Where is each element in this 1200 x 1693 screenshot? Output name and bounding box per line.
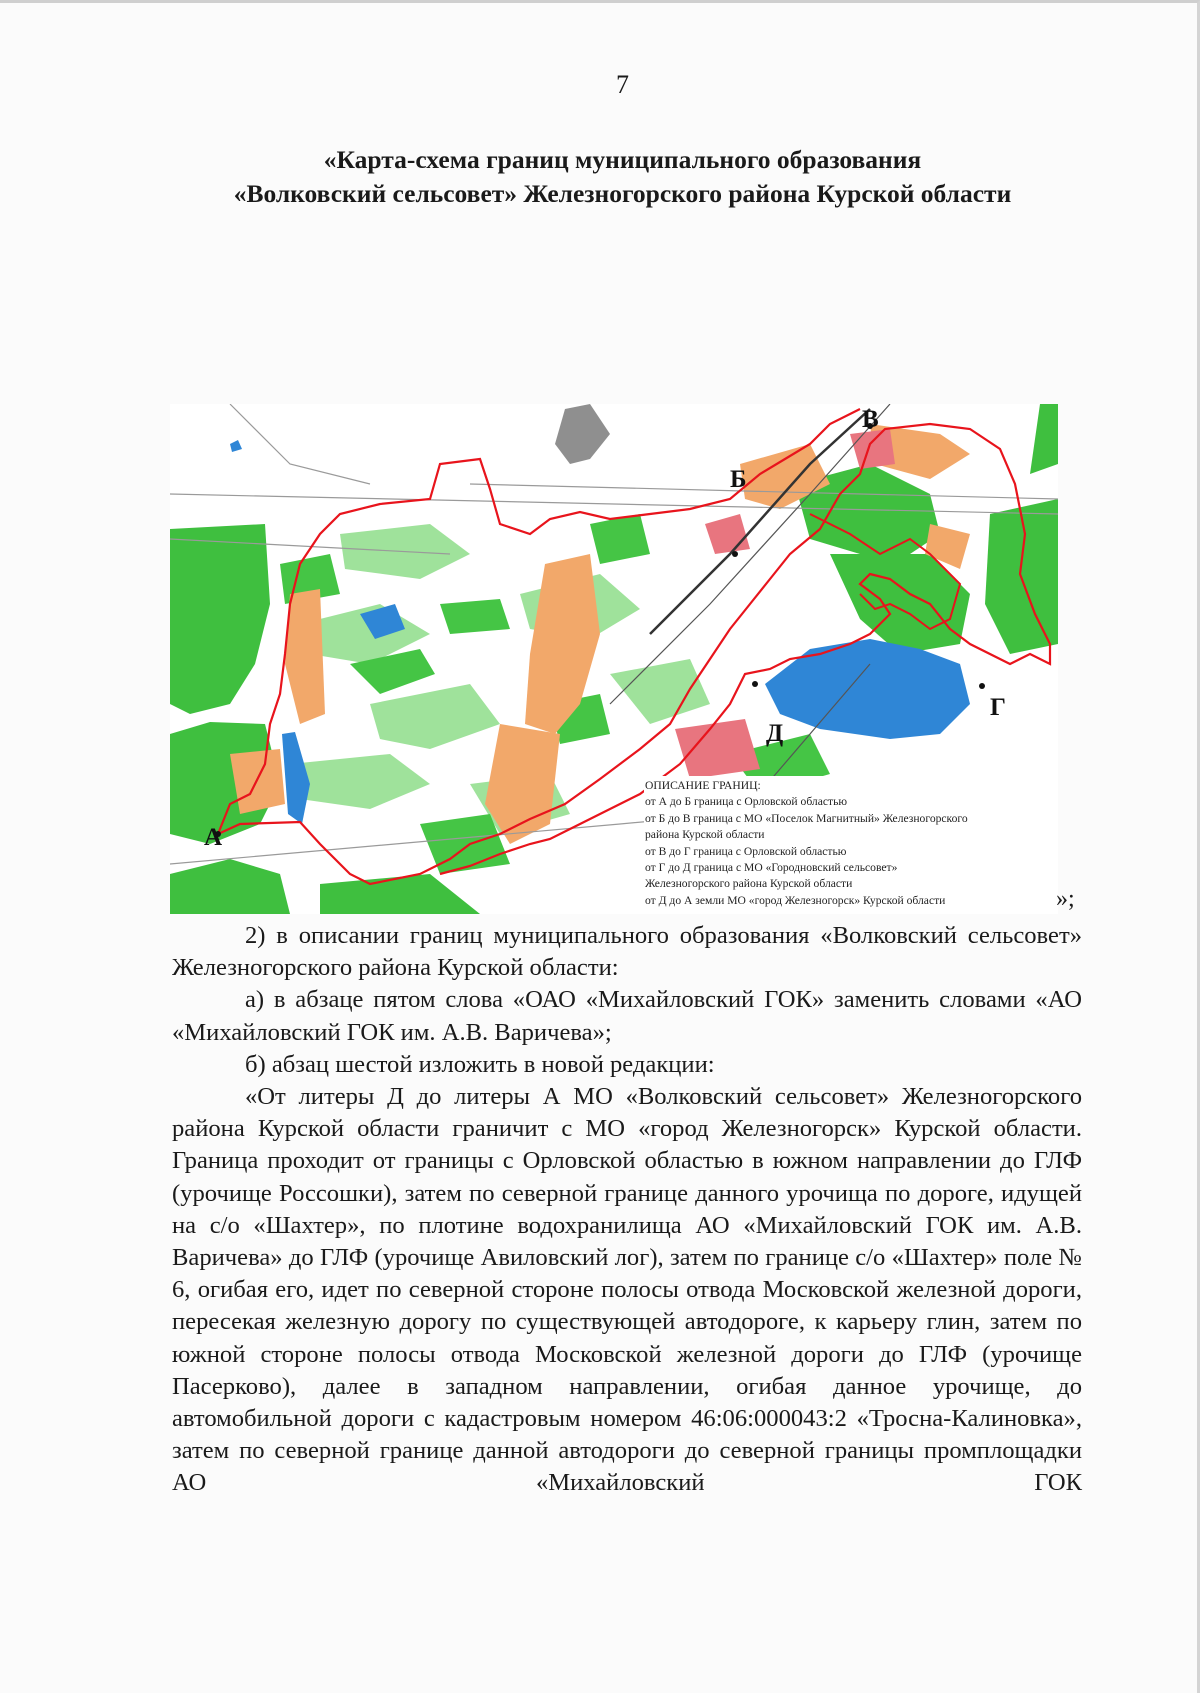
legend-line: от Д до А земли МО «город Железногорск» Курской области bbox=[645, 893, 946, 907]
legend-line: от В до Г граница с Орловской областью bbox=[645, 844, 847, 858]
legend-line: от А до Б граница с Орловской областью bbox=[645, 795, 848, 809]
title-line-1: «Карта-схема границ муниципального образования bbox=[323, 145, 922, 174]
paragraph-new-wording: «От литеры Д до литеры А МО «Волковский сельсовет» Железногорского района Курской области граничит с МО «город Железногорск» Курской области. Граница проходит от границы с Орловской областью в южном направлении до ГЛФ (урочище Россошки), затем по северной границе данного урочища по дороге, идущей на с/о «Шахтер», по плотине водохранилища АО «Михайловский ГОК им. А.В. Варичева» до ГЛФ (урочище Авиловский лог), затем по границе с/о «Шахтер» поле № 6, огибая его, идет по северной стороне полосы отвода Московской железной дороги, пересекая железную дорогу по существующей автодороге, к карьеру глин, затем по южной стороне полосы отвода Московской железной дороги до ГЛФ (урочище Пасерково), далее в западном направлении, огибая данное урочище, до автомобильной дороги с кадастровым номером 46:06:000043:2 «Тросна-Калиновка», затем по северной границе данной автодороги до северной границы промплощадки АО «Михайловский ГОК bbox=[172, 1083, 1082, 1497]
point-label-v: В bbox=[862, 406, 879, 433]
point-label-d: Д bbox=[766, 720, 784, 747]
page-number: 7 bbox=[616, 70, 629, 99]
legend-line: от Б до В граница с МО «Поселок Магнитный» Железногорского bbox=[645, 811, 968, 825]
boundary-map bbox=[170, 404, 1058, 914]
title-line-2: «Волковский сельсовет» Железногорского района Курской области bbox=[233, 179, 1012, 208]
legend-line: от Г до Д граница с МО «Городновский сельсовет» bbox=[645, 861, 898, 875]
boundary-legend bbox=[644, 776, 1058, 914]
legend-heading: ОПИСАНИЕ ГРАНИЦ: bbox=[645, 779, 761, 792]
point-label-b: Б bbox=[730, 466, 747, 493]
paragraph-item-b: б) абзац шестой изложить в новой редакции: bbox=[245, 1050, 715, 1078]
legend-line: района Курской области bbox=[645, 828, 765, 842]
point-label-g: Г bbox=[990, 694, 1006, 721]
document-title bbox=[120, 143, 1125, 211]
closing-quote-mark: »; bbox=[1056, 886, 1075, 912]
point-label-a: А bbox=[204, 824, 223, 851]
legend-line: Железногорского района Курской области bbox=[645, 877, 853, 891]
quarry-area bbox=[555, 404, 610, 464]
document-body bbox=[172, 920, 1082, 1500]
paragraph-item-2: 2) в описании границ муниципального образования «Волковский сельсовет» Железногорского района Курской области: bbox=[172, 922, 1082, 982]
paragraph-item-a: а) в абзаце пятом слова «ОАО «Михайловский ГОК» заменить словами «АО «Михайловский ГОК им. А.В. Варичева»; bbox=[172, 986, 1082, 1046]
